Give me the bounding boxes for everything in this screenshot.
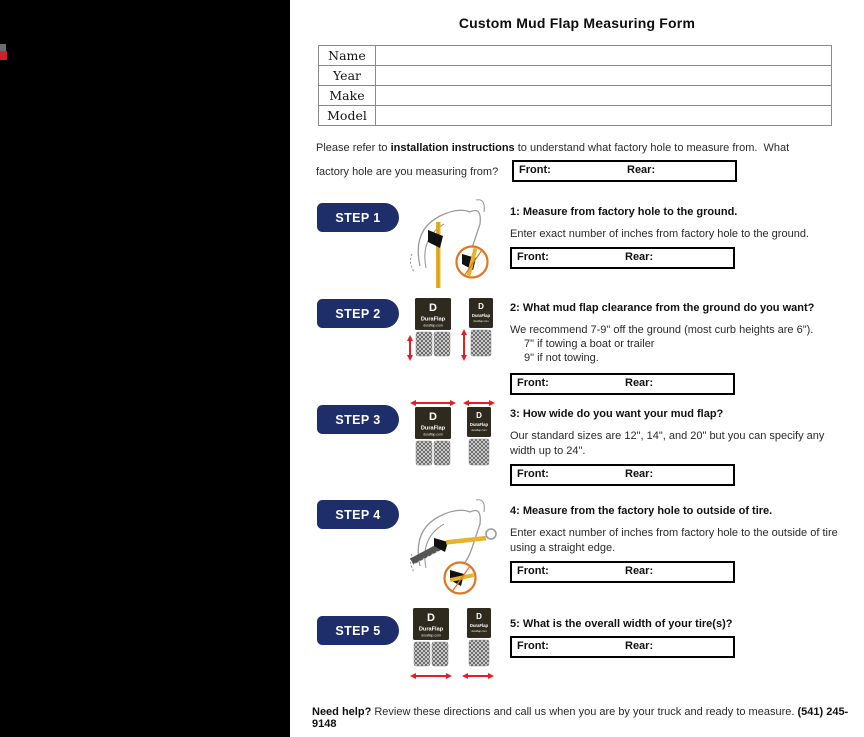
intro-suffix: to understand what factory hole to measure from. What — [514, 142, 790, 154]
intro-text-line1 — [316, 142, 796, 154]
step3-width-illustration — [405, 398, 497, 473]
step5-badge: STEP 5 — [317, 616, 399, 645]
step3-badge: STEP 3 — [317, 405, 399, 434]
front-label: Front: — [517, 377, 549, 389]
step4-heading: 4: Measure from the factory hole to outside of tire. — [510, 505, 773, 517]
tire-width-icon — [405, 606, 497, 684]
row-label-year: Year — [319, 66, 376, 86]
front-label: Front: — [517, 565, 549, 577]
rear-label: Rear: — [625, 640, 654, 652]
table-row-year — [319, 66, 832, 86]
front-rear-box-step3[interactable] — [510, 464, 735, 486]
step1-text-block — [510, 205, 846, 269]
tape-measure-vertical-icon — [398, 196, 508, 292]
footer-phone: (541) 245-9148 — [312, 706, 849, 730]
row-label-model: Model — [319, 106, 376, 126]
step2-body-line3: 9" if not towing. — [524, 352, 599, 364]
step3-text-block — [510, 407, 846, 486]
table-row-model — [319, 106, 832, 126]
footer-text: Review these directions and call us when you are by your truck and ready to measure. — [371, 706, 798, 718]
step2-body-line1: We recommend 7-9" off the ground (most curb heights are 6"). — [510, 324, 814, 336]
rear-label: Rear: — [625, 377, 654, 389]
front-rear-box-step1[interactable] — [510, 247, 735, 269]
footer-bold: Need help? — [312, 706, 372, 718]
step2-heading: 2: What mud flap clearance from the ground do you want? — [510, 302, 815, 314]
step2-body-line2: 7" if towing a boat or trailer — [524, 338, 655, 350]
rear-label: Rear: — [625, 565, 654, 577]
need-help-footer — [312, 706, 852, 730]
step3-body: Our standard sizes are 12", 14", and 20" but you can specify any width up to 24". — [510, 430, 825, 457]
make-field[interactable] — [376, 86, 832, 106]
front-label: Front: — [517, 640, 549, 652]
viewer-artifact-red — [0, 51, 7, 60]
name-field[interactable] — [376, 46, 832, 66]
step4-body: Enter exact number of inches from factory hole to the outside of tire using a straight edge. — [510, 527, 838, 554]
mud-flap-clearance-icon — [403, 292, 503, 364]
front-label: Front: — [517, 251, 549, 263]
front-rear-box-factory-hole[interactable] — [512, 160, 737, 182]
step2-badge: STEP 2 — [317, 299, 399, 328]
front-rear-box-step4[interactable] — [510, 561, 735, 583]
tape-measure-horizontal-icon — [396, 494, 512, 596]
model-field[interactable] — [376, 106, 832, 126]
step1-heading: 1: Measure from factory hole to the ground. — [510, 206, 738, 218]
step2-clearance-illustration — [403, 292, 503, 369]
step4-text-block — [510, 504, 846, 583]
front-rear-box-step5[interactable] — [510, 636, 735, 658]
page-title: Custom Mud Flap Measuring Form — [458, 15, 696, 31]
mud-flap-width-icon — [405, 398, 497, 468]
step1-body: Enter exact number of inches from factory hole to the ground. — [510, 228, 809, 240]
rear-label: Rear: — [625, 251, 654, 263]
rear-label: Rear: — [625, 468, 654, 480]
step5-text-block — [510, 617, 846, 658]
row-label-make: Make — [319, 86, 376, 106]
intro-text-line2: factory hole are you measuring from? — [316, 166, 499, 178]
step4-hole-to-tire-illustration — [396, 494, 512, 601]
front-rear-box-step2[interactable] — [510, 373, 735, 395]
document-page — [290, 0, 864, 737]
step3-heading: 3: How wide do you want your mud flap? — [510, 408, 724, 420]
table-row-name — [319, 46, 832, 66]
row-label-name: Name — [319, 46, 376, 66]
front-label: Front: — [519, 164, 551, 176]
step5-heading: 5: What is the overall width of your tire(s)? — [510, 618, 733, 630]
step5-tire-width-illustration — [405, 606, 497, 689]
step1-wheel-well-measure-illustration — [398, 196, 508, 297]
intro-prefix: Please refer to — [316, 142, 391, 154]
vehicle-info-table — [318, 45, 832, 126]
intro-bold: installation instructions — [390, 142, 515, 154]
step2-text-block — [510, 301, 846, 395]
year-field[interactable] — [376, 66, 832, 86]
front-label: Front: — [517, 468, 549, 480]
viewer-artifact-gray — [0, 44, 6, 51]
rear-label: Rear: — [627, 164, 656, 176]
step1-badge: STEP 1 — [317, 203, 399, 232]
table-row-make — [319, 86, 832, 106]
step4-badge: STEP 4 — [317, 500, 399, 529]
